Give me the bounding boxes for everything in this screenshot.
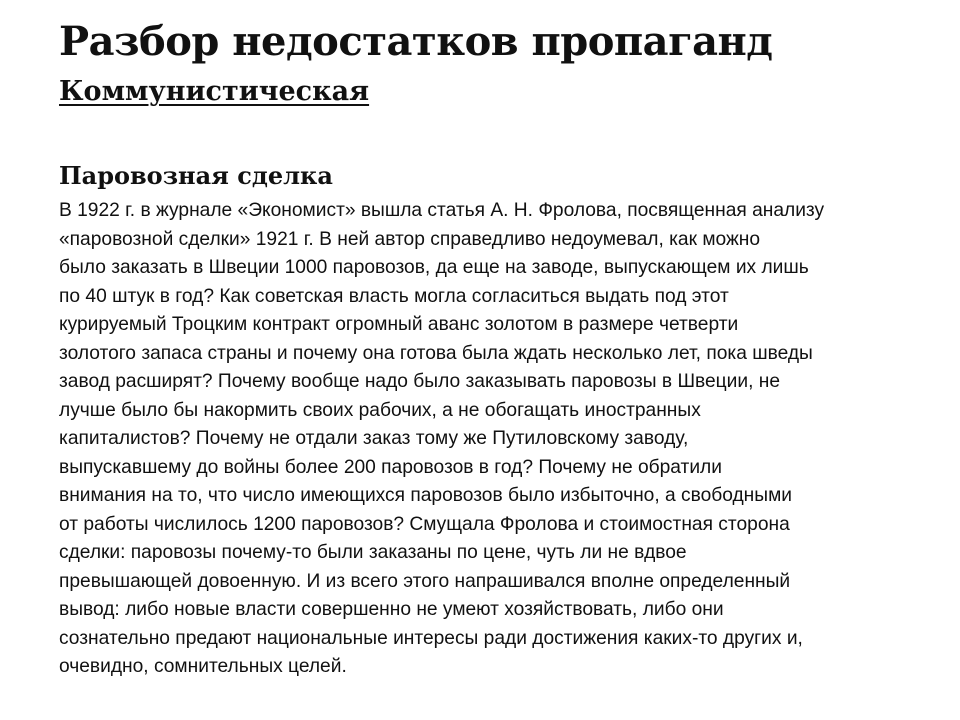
paragraph-line: было заказать в Швеции 1000 паровозов, да еще на заводе, выпускающем их лишь [59, 257, 809, 278]
paragraph-line: по 40 штук в год? Как советская власть могла согласиться выдать под этот [59, 285, 729, 307]
paragraph-line: завод расширят? Почему вообще надо было заказывать паровозы в Швеции, не [59, 371, 781, 392]
paragraph-line: превышающей довоенную. И из всего этого напрашивался вполне определенный [59, 570, 791, 592]
paragraph-line: выпускавшему до войны более 200 паровозов в год? Почему не обратили [59, 456, 722, 478]
body-paragraph [59, 197, 939, 682]
slide-title: Разбор недостатков пропаганд [59, 18, 773, 65]
paragraph-line: внимания на то, что число имеющихся паровозов было избыточно, а свободными [59, 485, 792, 506]
paragraph-line: курируемый Троцким контракт огромный аванс золотом в размере четверти [59, 314, 739, 335]
paragraph-line: лучше было бы накормить своих рабочих, а не обогащать иностранных [59, 399, 701, 421]
paragraph-line: от работы числилось 1200 паровозов? Смущала Фролова и стоимостная сторона [59, 513, 790, 535]
paragraph-line: золотого запаса страны и почему она готова была ждать несколько лет, пока шведы [59, 342, 813, 364]
paragraph-line: сделки: паровозы почему-то были заказаны по цене, чуть ли не вдвое [59, 542, 687, 563]
paragraph-line: «паровозной сделки» 1921 г. В ней автор справедливо недоумевал, как можно [59, 228, 761, 250]
paragraph-line: сознательно предают национальные интересы ради достижения каких-то других и, [59, 627, 803, 649]
paragraph-line: капиталистов? Почему не отдали заказ тому же Путиловскому заводу, [59, 428, 689, 449]
section-heading: Паровозная сделка [59, 161, 333, 190]
paragraph-line: вывод: либо новые власти совершенно не умеют хозяйствовать, либо они [59, 599, 724, 620]
slide-subtitle: Коммунистическая [59, 76, 370, 107]
paragraph-line: В 1922 г. в журнале «Экономист» вышла статья А. Н. Фролова, посвященная анализу [59, 200, 825, 221]
paragraph-line: очевидно, сомнительных целей. [59, 656, 347, 677]
